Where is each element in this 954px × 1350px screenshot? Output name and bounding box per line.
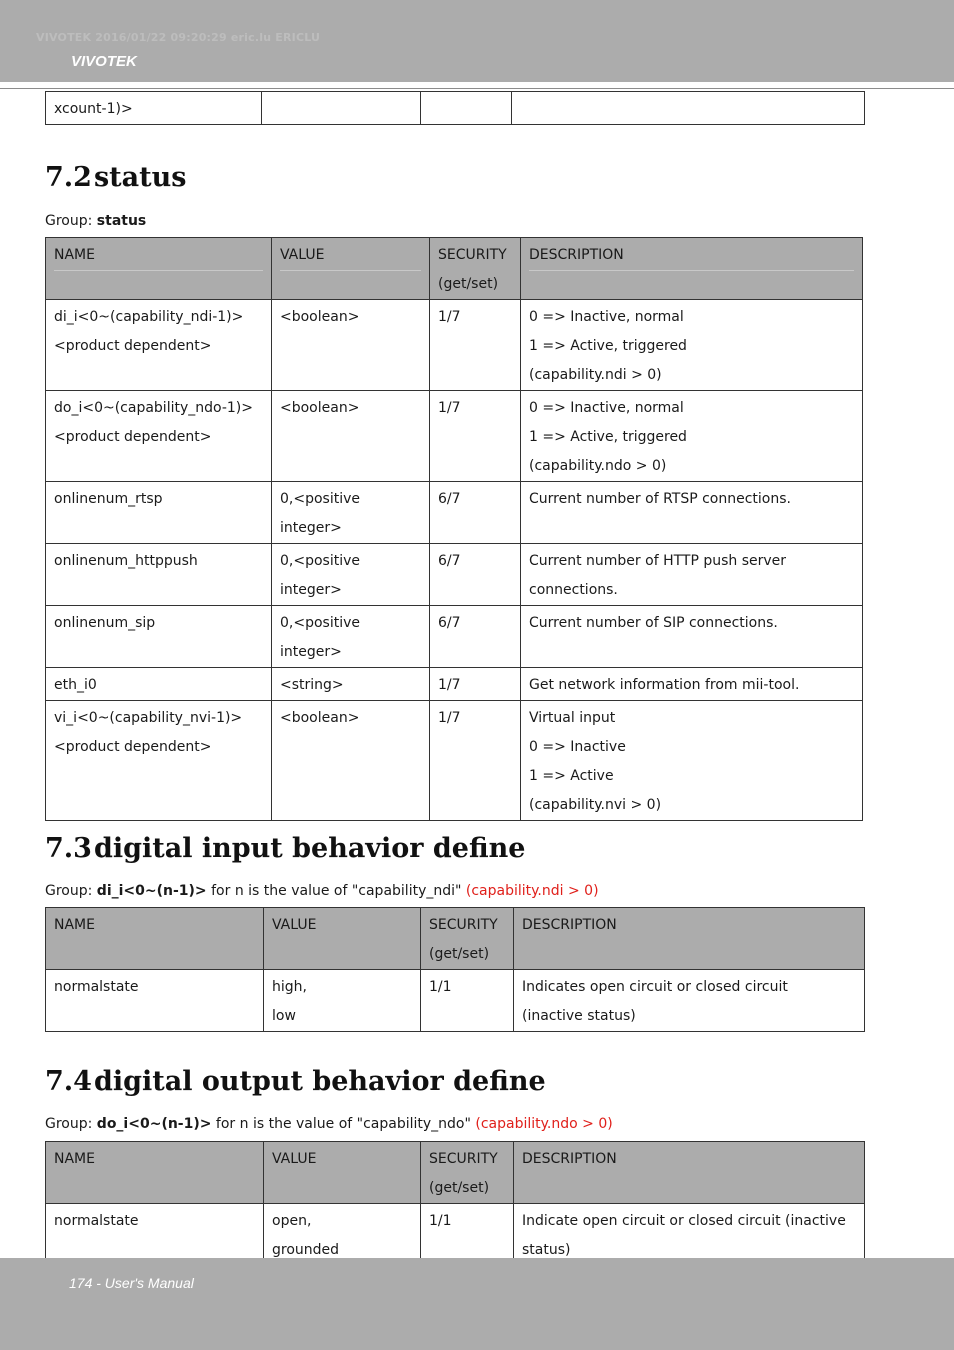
cell-name: eth_i0 bbox=[46, 668, 272, 701]
table-header-row bbox=[46, 238, 863, 300]
column-header-description: DESCRIPTION bbox=[514, 1142, 865, 1204]
cell-description: Current number of RTSP connections. bbox=[521, 482, 863, 544]
table-cell: xcount-1)> bbox=[46, 92, 262, 125]
cell-name: onlinenum_sip bbox=[46, 606, 272, 668]
table-header-row bbox=[46, 908, 865, 970]
group-condition: (capability.ndo > 0) bbox=[475, 1116, 613, 1132]
group-name: status bbox=[96, 213, 147, 229]
cell-value: 0,<positive integer> bbox=[272, 482, 430, 544]
cell-description: Get network information from mii-tool. bbox=[521, 668, 863, 701]
cell-name: do_i<0~(capability_ndo-1)> <product dependent> bbox=[46, 391, 272, 482]
digital-output-table bbox=[45, 1141, 865, 1266]
section-title bbox=[45, 162, 186, 193]
header-divider bbox=[0, 88, 954, 89]
cell-description: Current number of HTTP push server connections. bbox=[521, 544, 863, 606]
cell-description: Current number of SIP connections. bbox=[521, 606, 863, 668]
column-header-value: VALUE bbox=[264, 1142, 421, 1204]
table-row bbox=[46, 701, 863, 821]
cell-security: 6/7 bbox=[430, 606, 521, 668]
table-cell bbox=[262, 92, 421, 125]
column-header-name: NAME bbox=[46, 238, 272, 300]
status-table bbox=[45, 237, 863, 821]
section-number: 7.3 bbox=[45, 833, 92, 864]
cell-security: 1/7 bbox=[430, 391, 521, 482]
page-header bbox=[0, 0, 954, 82]
section-title bbox=[45, 1066, 546, 1097]
cell-description: Indicate open circuit or closed circuit (inactive status) bbox=[514, 1204, 865, 1266]
brand-logo: VIVOTEK bbox=[71, 53, 137, 70]
print-watermark: VIVOTEK 2016/01/22 09:20:29 eric.lu ERICLU bbox=[36, 31, 321, 44]
table-cell bbox=[421, 92, 512, 125]
table-row bbox=[46, 970, 865, 1032]
group-name: do_i<0~(n-1)> bbox=[96, 1116, 212, 1132]
cell-value: 0,<positive integer> bbox=[272, 544, 430, 606]
table-row bbox=[46, 1204, 865, 1266]
group-label: Group: bbox=[45, 883, 93, 899]
cell-value: <string> bbox=[272, 668, 430, 701]
cell-description: Indicates open circuit or closed circuit (inactive status) bbox=[514, 970, 865, 1032]
column-header-security: SECURITY (get/set) bbox=[430, 238, 521, 300]
section-title bbox=[45, 833, 525, 864]
cell-value: <boolean> bbox=[272, 391, 430, 482]
column-header-security: SECURITY (get/set) bbox=[421, 1142, 514, 1204]
cell-name: onlinenum_rtsp bbox=[46, 482, 272, 544]
column-header-name: NAME bbox=[46, 908, 264, 970]
group-label: Group: bbox=[45, 1116, 93, 1132]
cell-value: 0,<positive integer> bbox=[272, 606, 430, 668]
cell-security: 1/7 bbox=[430, 668, 521, 701]
section-heading: digital output behavior define bbox=[93, 1066, 546, 1097]
table-row bbox=[46, 391, 863, 482]
table-row bbox=[46, 668, 863, 701]
cell-description: 0 => Inactive, normal 1 => Active, triggered (capability.ndi > 0) bbox=[521, 300, 863, 391]
page-footer bbox=[0, 1258, 954, 1350]
group-line bbox=[45, 213, 146, 229]
group-line bbox=[45, 1116, 613, 1132]
cell-name: normalstate bbox=[46, 1204, 264, 1266]
carryover-table bbox=[45, 91, 865, 125]
table-row bbox=[46, 92, 865, 125]
table-row bbox=[46, 300, 863, 391]
cell-value: high, low bbox=[264, 970, 421, 1032]
table-row bbox=[46, 606, 863, 668]
cell-name: di_i<0~(capability_ndi-1)> <product dependent> bbox=[46, 300, 272, 391]
table-row bbox=[46, 544, 863, 606]
group-condition: (capability.ndi > 0) bbox=[465, 883, 599, 899]
column-header-value: VALUE bbox=[264, 908, 421, 970]
table-row bbox=[46, 482, 863, 544]
section-heading: status bbox=[93, 162, 187, 193]
cell-name: onlinenum_httppush bbox=[46, 544, 272, 606]
section-number: 7.4 bbox=[45, 1066, 92, 1097]
section-heading: digital input behavior define bbox=[93, 833, 526, 864]
column-header-description: DESCRIPTION bbox=[514, 908, 865, 970]
cell-value: <boolean> bbox=[272, 300, 430, 391]
column-header-name: NAME bbox=[46, 1142, 264, 1204]
column-header-value: VALUE bbox=[272, 238, 430, 300]
cell-description: 0 => Inactive, normal 1 => Active, triggered (capability.ndo > 0) bbox=[521, 391, 863, 482]
cell-security: 1/1 bbox=[421, 1204, 514, 1266]
digital-input-table bbox=[45, 907, 865, 1032]
column-header-security: SECURITY (get/set) bbox=[421, 908, 514, 970]
cell-value: open, grounded bbox=[264, 1204, 421, 1266]
column-header-description: DESCRIPTION bbox=[521, 238, 863, 300]
table-cell bbox=[512, 92, 865, 125]
cell-security: 1/7 bbox=[430, 300, 521, 391]
group-description: for n is the value of "capability_ndi" bbox=[206, 883, 466, 899]
group-line bbox=[45, 883, 599, 899]
cell-name: normalstate bbox=[46, 970, 264, 1032]
cell-description: Virtual input 0 => Inactive 1 => Active (capability.nvi > 0) bbox=[521, 701, 863, 821]
group-description: for n is the value of "capability_ndo" bbox=[211, 1116, 476, 1132]
page-number: 174 - User's Manual bbox=[69, 1275, 194, 1291]
group-name: di_i<0~(n-1)> bbox=[96, 883, 207, 899]
section-number: 7.2 bbox=[45, 162, 92, 193]
group-label: Group: bbox=[45, 213, 93, 229]
table-header-row bbox=[46, 1142, 865, 1204]
cell-name: vi_i<0~(capability_nvi-1)> <product dependent> bbox=[46, 701, 272, 821]
cell-security: 1/7 bbox=[430, 701, 521, 821]
cell-security: 1/1 bbox=[421, 970, 514, 1032]
cell-security: 6/7 bbox=[430, 544, 521, 606]
cell-security: 6/7 bbox=[430, 482, 521, 544]
cell-value: <boolean> bbox=[272, 701, 430, 821]
